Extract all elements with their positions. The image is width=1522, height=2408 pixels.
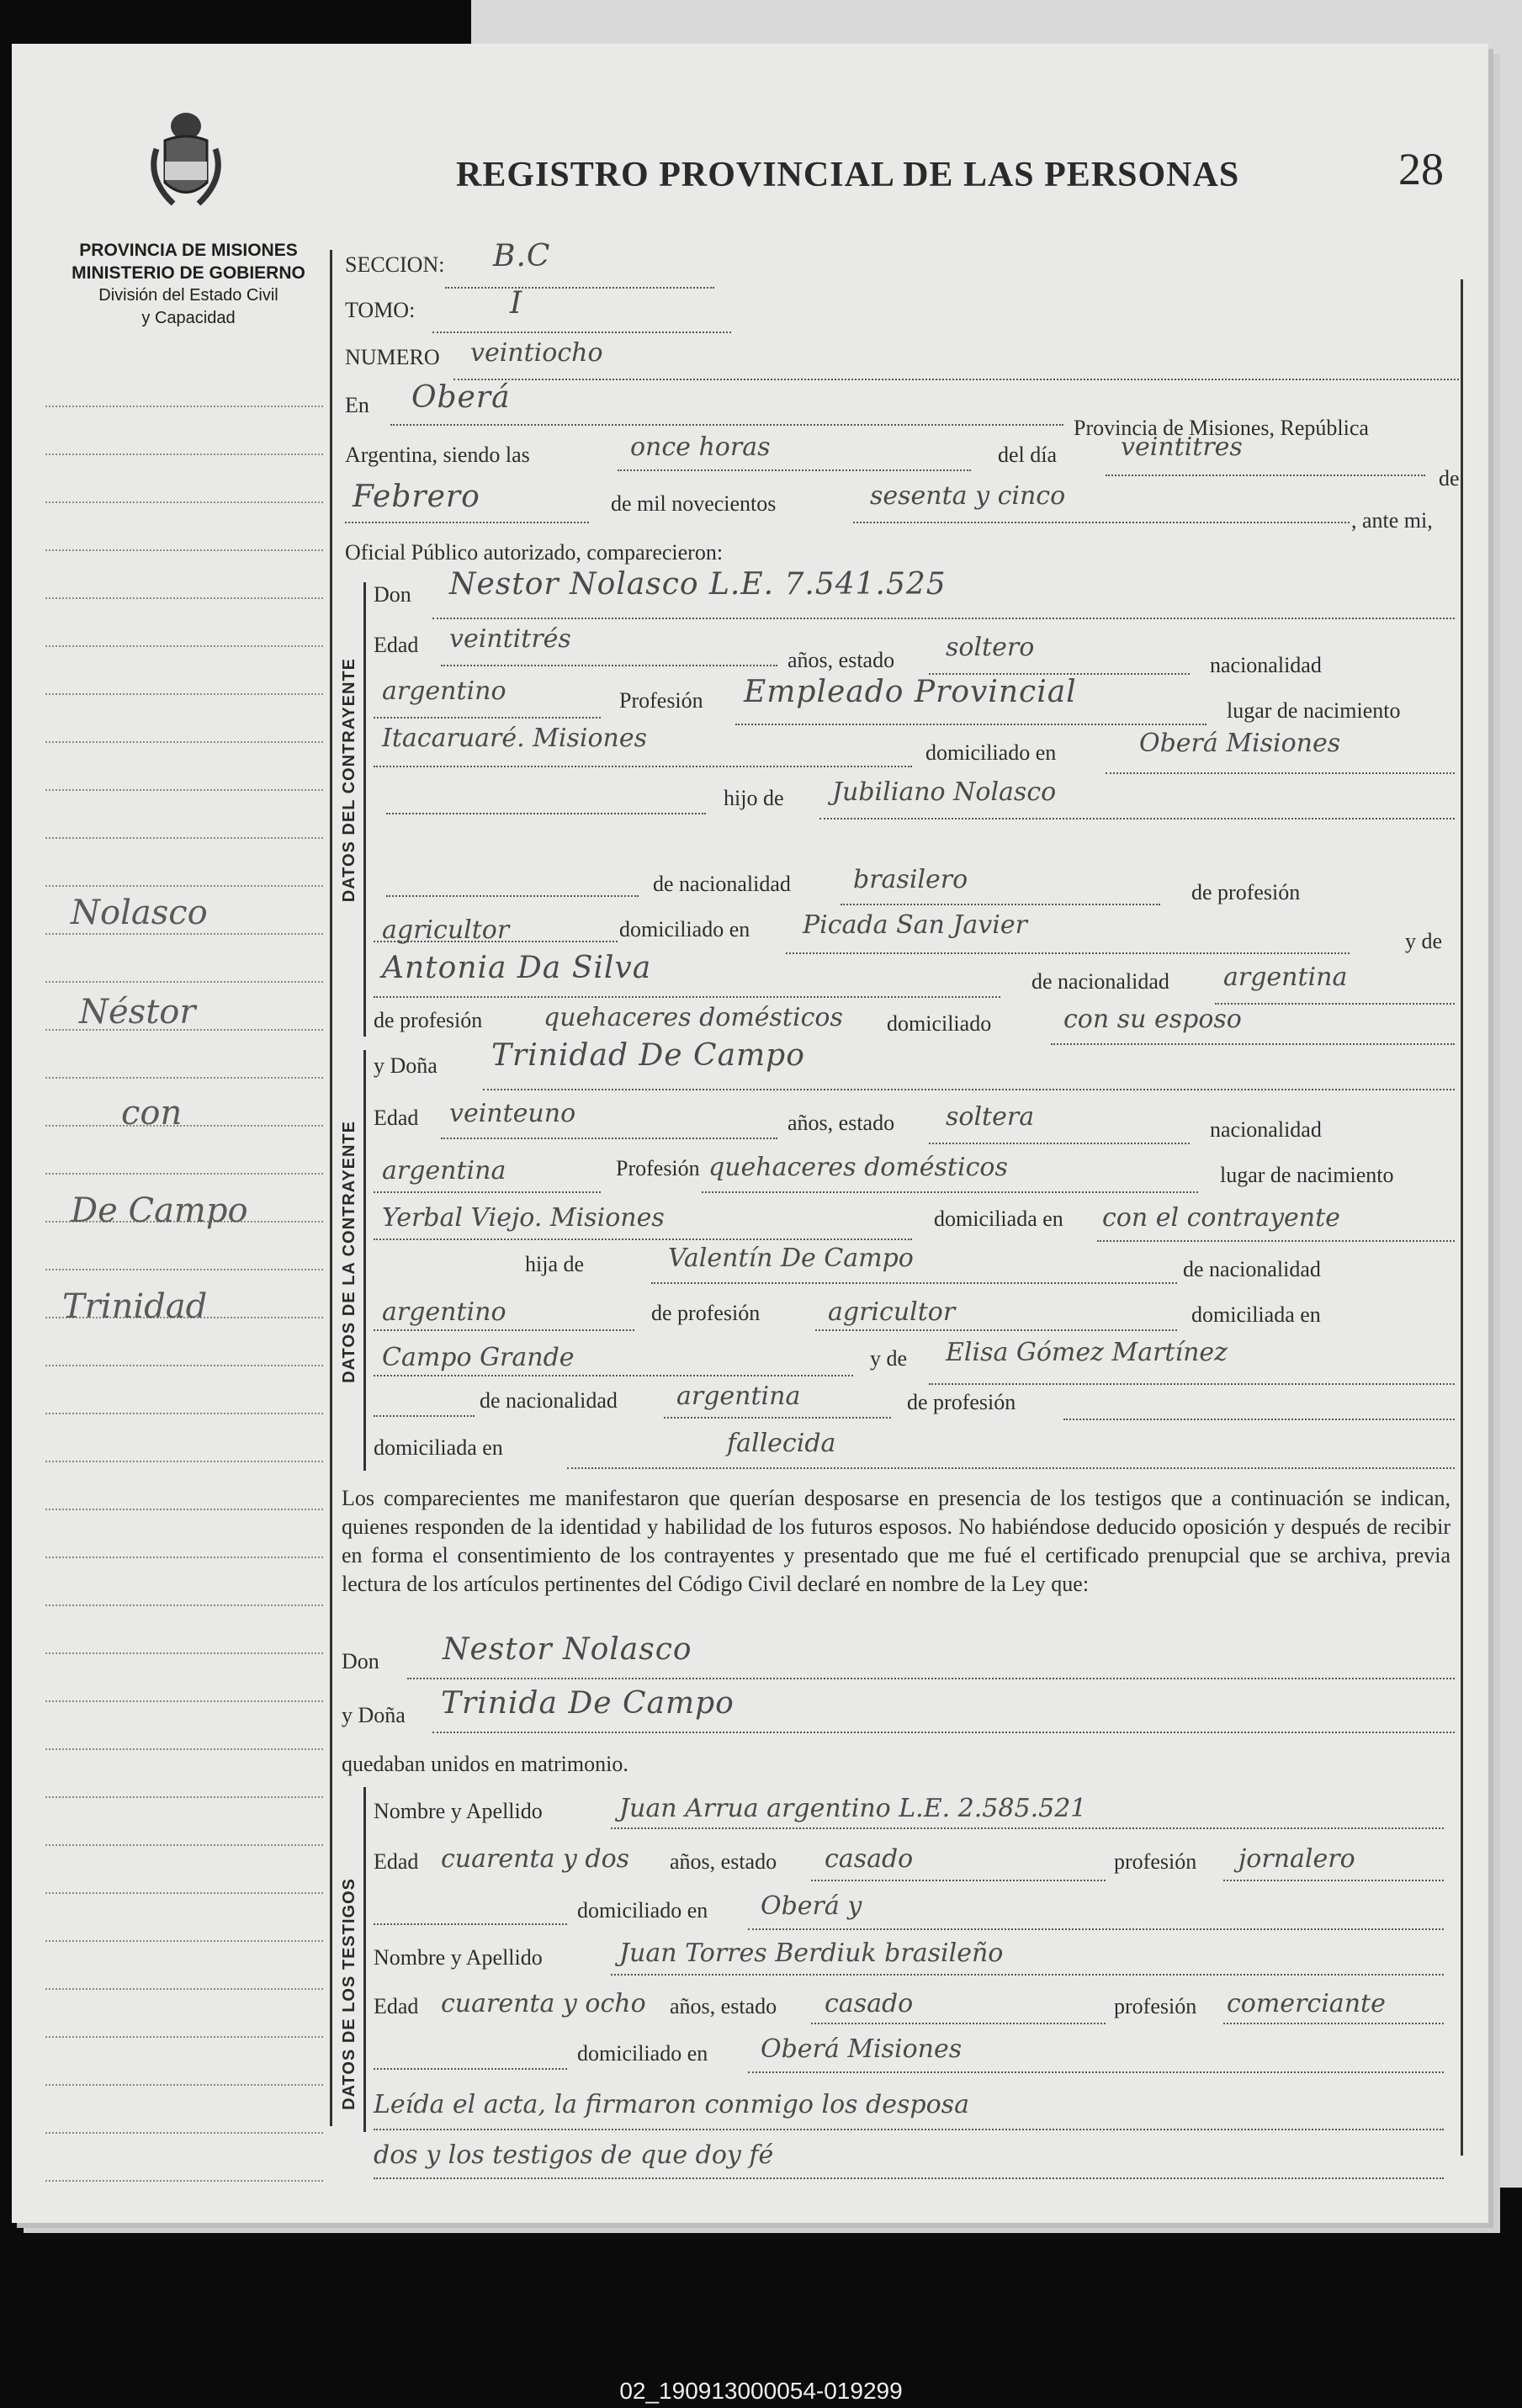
contrayente-edad: veintitrés — [449, 624, 571, 654]
numero-label: NUMERO — [345, 345, 440, 369]
contrayente-rule — [363, 582, 366, 1037]
contrayente-padre: Jubiliano Nolasco — [832, 777, 1057, 807]
madre-f-prof-line — [1063, 1417, 1455, 1420]
t1-estado: casado — [825, 1844, 914, 1874]
madre-f-domicilio: fallecida — [727, 1429, 836, 1458]
en-line — [390, 422, 1063, 426]
page-number: 28 — [1398, 144, 1444, 194]
closing-line-1: Leída el acta, la firmaron conmigo los desposa — [374, 2090, 969, 2119]
padre-prof-line — [374, 939, 618, 942]
contrayente-nacionalidad: argentino — [382, 676, 506, 706]
contrayenta-padre: Valentín De Campo — [668, 1244, 914, 1273]
office-line: División del Estado Civil — [98, 286, 278, 305]
anio-value: sesenta y cinco — [870, 481, 1066, 511]
t1-dom-label: domiciliado en — [577, 1898, 708, 1923]
t1-nombre-line — [611, 1826, 1444, 1829]
t2-estado-line — [811, 2021, 1106, 2024]
office-heading — [37, 239, 340, 330]
t2-nombre-line — [611, 1972, 1444, 1976]
t2-nombre-label: Nombre y Apellido — [374, 1945, 543, 1970]
anio-line — [853, 520, 1350, 523]
register-page — [12, 44, 1488, 2223]
office-line: y Capacidad — [141, 309, 236, 327]
hora-value: once horas — [630, 432, 771, 462]
padre-dom-line — [786, 951, 1350, 954]
padre-profesion-a: agricultor — [382, 915, 510, 945]
contrayente-side-label: DATOS DEL CONTRAYENTE — [340, 658, 358, 903]
contrayente-profesion: Empleado Provincial — [744, 675, 1077, 709]
t1-dom: Oberá y — [761, 1891, 862, 1921]
t2-dom-pre-line — [374, 2066, 567, 2070]
padre-nacionalidad: brasilero — [853, 865, 968, 894]
nacionalidad2-label: nacionalidad — [1210, 1117, 1322, 1142]
t1-prof: jornalero — [1238, 1844, 1355, 1874]
right-rule — [1461, 279, 1463, 2156]
padre-f-dom-line — [374, 1373, 853, 1376]
quedaban-text: quedaban unidos en matrimonio. — [342, 1752, 628, 1776]
file-id: 02_190913000054-019299 — [0, 2374, 1522, 2408]
t1-nombre: Juan Arrua argentino L.E. 2.585.521 — [619, 1794, 1087, 1823]
nac3-f-label: de nacionalidad — [480, 1388, 618, 1413]
dom-line — [1106, 771, 1455, 774]
nac3-label: de nacionalidad — [1031, 969, 1169, 994]
contrayenta-domicilio: con el contrayente — [1102, 1203, 1340, 1233]
padre-nac-line — [841, 902, 1160, 905]
madre-line — [374, 994, 1000, 998]
prof2-label: de profesión — [1191, 880, 1301, 904]
nombre-line — [432, 616, 1455, 619]
numero-value: veintiocho — [470, 338, 603, 368]
padre-f-domicilio: Campo Grande — [382, 1343, 575, 1372]
edad-label: Edad — [374, 633, 419, 657]
t1-prof-line — [1223, 1878, 1444, 1881]
padre-domicilio: Picada San Javier — [803, 910, 1027, 940]
nac2-label: de nacionalidad — [653, 872, 791, 896]
contrayenta-nombre: Trinidad De Campo — [491, 1038, 805, 1073]
contrayente-domicilio: Oberá Misiones — [1139, 729, 1341, 758]
t2-dom-line — [748, 2070, 1444, 2073]
profesion-label: Profesión — [619, 688, 703, 713]
seccion-label: SECCION: — [345, 252, 445, 277]
contrayenta-nombre-line — [483, 1087, 1455, 1090]
dom-f-label: domiciliada en — [934, 1207, 1063, 1231]
margin-note: Néstor — [79, 993, 196, 1032]
prof3-label: de profesión — [374, 1008, 483, 1032]
t2-estado: casado — [825, 1989, 914, 2018]
decl-don-line — [407, 1676, 1455, 1679]
t1-dom-line — [748, 1927, 1444, 1930]
contrayente-madre: Antonia Da Silva — [382, 951, 652, 985]
y-de-label: y de — [1405, 929, 1443, 953]
dom-label: domiciliado en — [925, 740, 1057, 765]
contrayenta-estado: soltera — [946, 1102, 1035, 1132]
t1-edad: cuarenta y dos — [441, 1844, 630, 1874]
closing-underline-2 — [374, 2176, 1444, 2179]
contrayenta-nacionalidad: argentina — [382, 1156, 506, 1185]
prof-line — [735, 722, 1206, 725]
prof2-f-label: de profesión — [651, 1301, 761, 1325]
t2-dom: Oberá Misiones — [761, 2034, 963, 2064]
dom3-label: domiciliado — [887, 1011, 992, 1036]
madre-f-pre-line — [374, 1414, 475, 1417]
novecientos-label: de mil novecientos — [611, 491, 777, 516]
t2-edad-label: Edad — [374, 1994, 419, 2018]
madre-f-nac-line — [664, 1415, 891, 1419]
t2-nombre: Juan Torres Berdiuk brasileño — [619, 1939, 1004, 1968]
padre-f-profesion: agricultor — [828, 1297, 956, 1327]
nac2-f-label: de nacionalidad — [1183, 1257, 1321, 1281]
contrayenta-profesion: quehaceres domésticos — [708, 1153, 1008, 1182]
office-line: PROVINCIA DE MISIONES — [79, 241, 298, 260]
madre-f-dom-line — [567, 1466, 1455, 1469]
madre-nacionalidad: argentina — [1223, 963, 1348, 992]
t1-estado-line — [811, 1878, 1106, 1881]
en-value: Oberá — [411, 380, 511, 415]
dia-line — [1106, 473, 1425, 476]
y-de-f-label: y de — [870, 1346, 908, 1371]
margin-note: Trinidad — [62, 1287, 208, 1326]
estado-label: años, estado — [788, 648, 895, 672]
hija-label: hija de — [525, 1252, 585, 1276]
de-label: de — [1439, 466, 1460, 491]
margin-note: Nolasco — [71, 894, 208, 932]
edad2-line — [441, 1136, 777, 1139]
t2-prof: comerciante — [1227, 1989, 1386, 2018]
mes-value: Febrero — [353, 480, 480, 514]
t2-prof-line — [1223, 2021, 1444, 2024]
decl-don-value: Nestor Nolasco — [443, 1632, 692, 1667]
madre-dom-line — [1051, 1042, 1455, 1045]
tomo-value: I — [510, 286, 523, 321]
contrayente-lugar: Itacaruaré. Misiones — [382, 724, 648, 753]
decl-dona-value: Trinida De Campo — [441, 1686, 734, 1721]
contrayenta-side-label: DATOS DE LA CONTRAYENTE — [340, 1121, 358, 1383]
t2-prof-label: profesión — [1114, 1994, 1197, 2018]
t2-dom-label: domiciliado en — [577, 2041, 708, 2066]
t2-edad: cuarenta y ocho — [441, 1989, 646, 2018]
nacionalidad-label: nacionalidad — [1210, 653, 1322, 677]
t1-prof-label: profesión — [1114, 1849, 1197, 1874]
mes-line — [345, 520, 589, 523]
prof3-f-label: de profesión — [907, 1390, 1016, 1414]
closing-line-2: dos y los testigos de que doy fé — [374, 2140, 774, 2170]
edad2-label: Edad — [374, 1106, 419, 1130]
contrayente-estado: soltero — [946, 633, 1035, 662]
decl-dona-line — [432, 1730, 1455, 1733]
testigos-side-label: DATOS DE LOS TESTIGOS — [340, 1878, 358, 2110]
prof-f-line — [702, 1190, 1198, 1193]
argentina-text: Argentina, siendo las — [345, 443, 530, 467]
tomo-line — [432, 330, 731, 333]
dom2-f-label: domiciliada en — [1191, 1302, 1321, 1327]
dom-f-line — [1097, 1238, 1455, 1242]
profesion2-label: Profesión — [616, 1156, 700, 1180]
del-dia-label: del día — [998, 443, 1058, 467]
numero-line — [453, 377, 1459, 380]
edad-line — [441, 663, 777, 666]
office-line: MINISTERIO DE GOBIERNO — [72, 263, 305, 283]
t2-estado-label: años, estado — [670, 1994, 777, 2018]
t1-dom-pre-line — [374, 1922, 567, 1925]
seccion-line — [445, 285, 714, 289]
testigos-rule — [363, 1787, 366, 2132]
lugar-f-line — [374, 1237, 912, 1240]
madre-f-line — [929, 1382, 1455, 1385]
declaration-paragraph: Los comparecientes me manifestaron que querían desposarse en presencia de los testigos que a continuación se indican, quienes responden de la identidad y habilidad de los futuros esposos. No habiéndose deducido oposición y después de recibir en forma el consentimiento de los contrayentes y presentado que me fué el certificado prenupcial que se archiva, previa lectura de los artículos pertinentes del Código Civil declaré en nombre de la Ley que: — [342, 1486, 1450, 1596]
ante-mi-label: , ante mi, — [1351, 508, 1433, 533]
padre-f-line — [651, 1281, 1177, 1284]
t1-edad-label: Edad — [374, 1849, 419, 1874]
provincia-text: Provincia de Misiones, República — [1074, 416, 1369, 440]
hijo-pre-line — [386, 811, 706, 814]
closing-underline-1 — [374, 2127, 1444, 2130]
hijo-label: hijo de — [724, 786, 784, 810]
lugar-line — [374, 764, 912, 767]
t1-nombre-label: Nombre y Apellido — [374, 1799, 543, 1823]
decl-dona-label: y Doña — [342, 1703, 406, 1727]
madre-f-nacionalidad: argentina — [676, 1382, 801, 1411]
contrayenta-edad: veinteuno — [449, 1099, 576, 1128]
estado2-line — [929, 1141, 1190, 1144]
nac-line — [374, 715, 601, 719]
contrayente-nombre: Nestor Nolasco L.E. 7.541.525 — [449, 567, 947, 602]
madre-profesion: quehaceres domésticos — [544, 1003, 843, 1032]
padre-f-nacionalidad: argentino — [382, 1297, 506, 1327]
padre-f-nac-line — [374, 1328, 634, 1331]
margin-note: con — [121, 1094, 183, 1132]
nac-f-line — [374, 1190, 601, 1193]
seccion-value: B.C — [493, 239, 551, 273]
padre-f-prof-line — [815, 1328, 1177, 1331]
madre-nac-line — [1215, 1001, 1455, 1005]
hora-line — [618, 468, 971, 471]
contrayenta-madre: Elisa Gómez Martínez — [946, 1338, 1228, 1367]
dia-value: veintitres — [1121, 432, 1243, 462]
estado2-label: años, estado — [788, 1111, 895, 1135]
en-label: En — [345, 393, 369, 417]
decl-don-label: Don — [342, 1649, 379, 1673]
lugar2-label: lugar de nacimiento — [1220, 1163, 1394, 1187]
madre-domicilio: con su esposo — [1063, 1005, 1242, 1034]
tomo-label: TOMO: — [345, 298, 416, 322]
t1-estado-label: años, estado — [670, 1849, 777, 1874]
dona-label: y Doña — [374, 1053, 438, 1078]
dom3-f-label: domiciliada en — [374, 1435, 503, 1460]
don-label: Don — [374, 582, 411, 607]
oficial-text: Oficial Público autorizado, comparecieron: — [345, 540, 724, 565]
page-title: REGISTRO PROVINCIAL DE LAS PERSONAS — [456, 156, 1240, 194]
contrayenta-rule — [363, 1050, 366, 1471]
lugar-label: lugar de nacimiento — [1227, 698, 1401, 723]
nac2-pre-line — [386, 894, 639, 897]
margin-note: De Campo — [71, 1191, 248, 1230]
coat-of-arms-icon — [140, 103, 232, 220]
left-rule — [330, 250, 332, 2126]
padre-line — [819, 816, 1455, 819]
contrayenta-lugar: Yerbal Viejo. Misiones — [382, 1203, 665, 1233]
dom2-label: domiciliado en — [619, 917, 750, 941]
